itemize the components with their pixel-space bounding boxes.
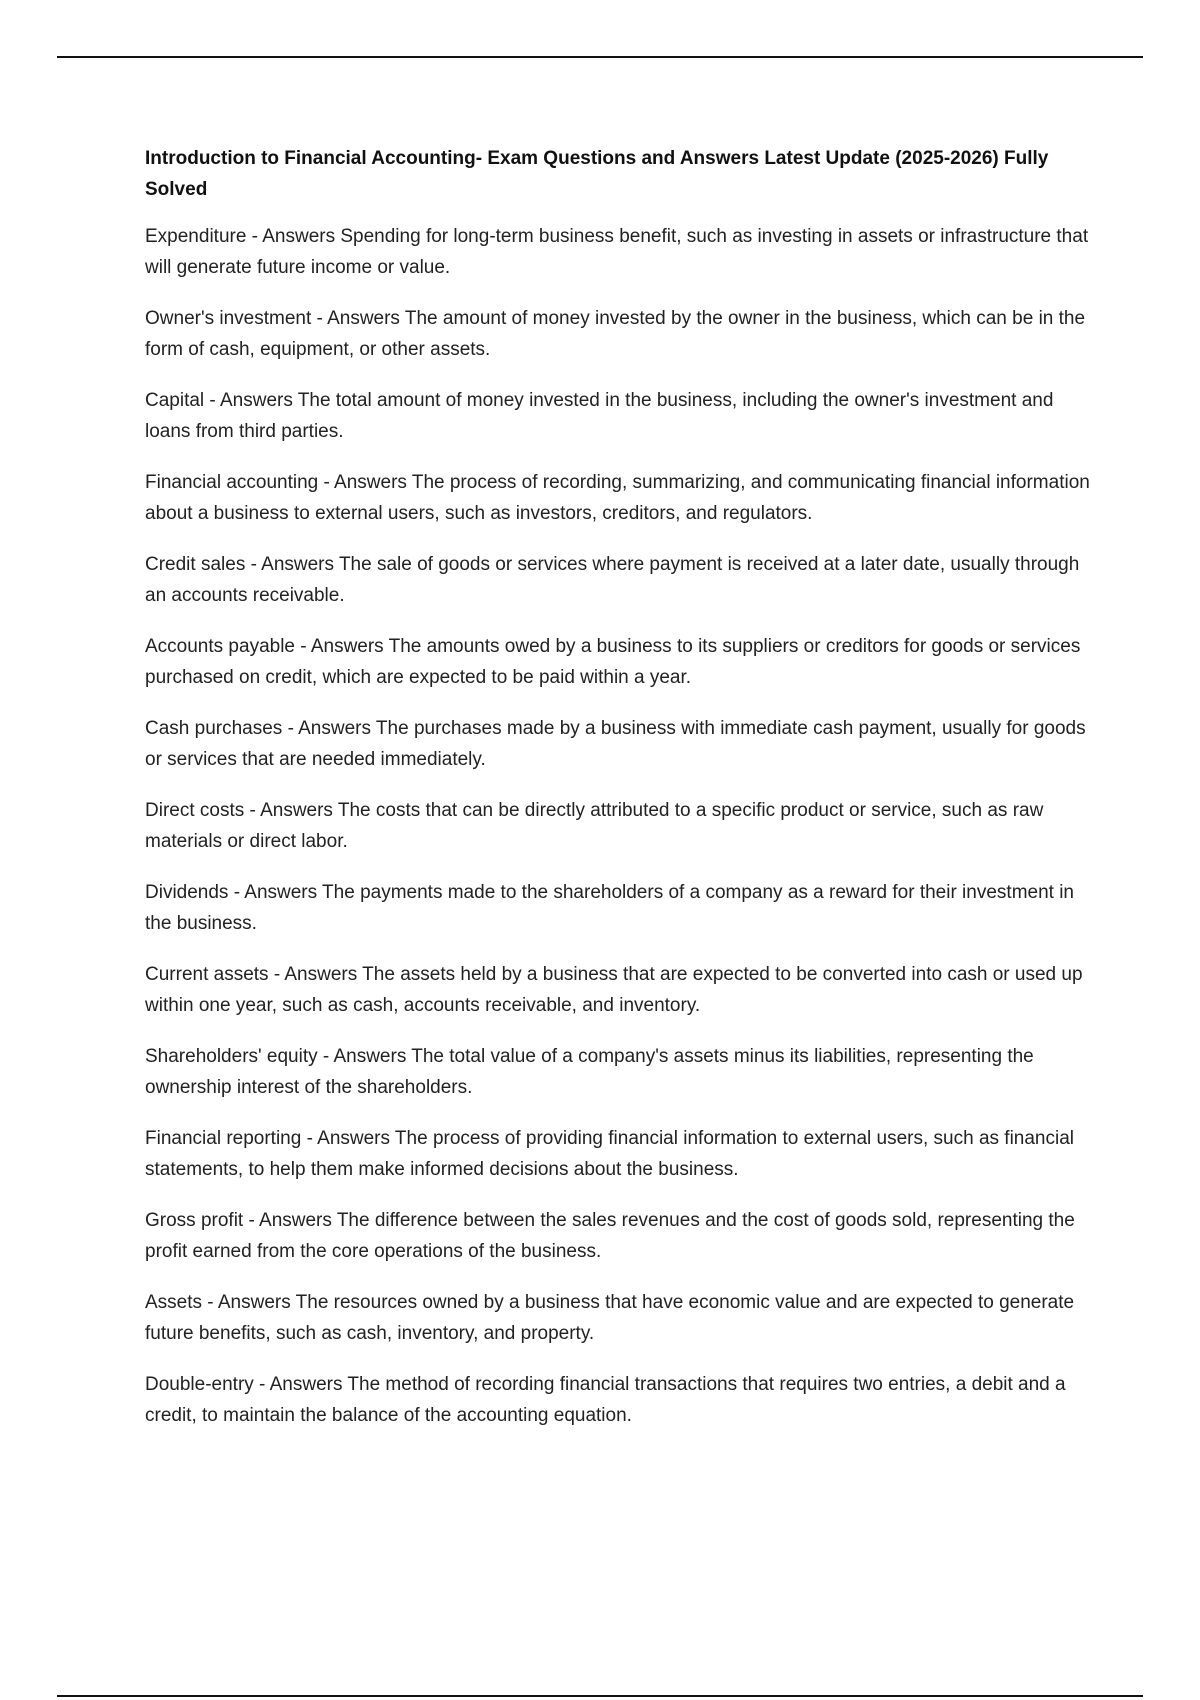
qa-entry-dividends: Dividends - Answers The payments made to the shareholders of a company as a reward for their investment in the business.: [145, 882, 1074, 934]
qa-entry-cash-purchases: Cash purchases - Answers The purchases made by a business with immediate cash payment, usually for goods or services that are needed immediately.: [145, 718, 1086, 770]
qa-entry-accounts-payable: Accounts payable - Answers The amounts owed by a business to its suppliers or creditors for goods or services purchased on credit, which are expected to be paid within a year.: [145, 636, 1081, 688]
qa-entry-financial-accounting: Financial accounting - Answers The process of recording, summarizing, and communicating financial information about a business to external users, such as investors, creditors, and regulators.: [145, 472, 1090, 524]
qa-entry-financial-reporting: Financial reporting - Answers The process of providing financial information to external users, such as financial statements, to help them make informed decisions about the business.: [145, 1128, 1075, 1180]
qa-entry-capital: Capital - Answers The total amount of money invested in the business, including the owner's investment and loans from third parties.: [145, 390, 1054, 442]
header-rule: [57, 56, 1143, 58]
qa-entry-direct-costs: Direct costs - Answers The costs that can be directly attributed to a specific product or service, such as raw materials or direct labor.: [145, 800, 1044, 852]
qa-entry-shareholders-equity: Shareholders' equity - Answers The total value of a company's assets minus its liabilities, representing the ownership interest of the shareholders.: [145, 1046, 1034, 1098]
qa-entry-owners-investment: Owner's investment - Answers The amount of money invested by the owner in the business, which can be in the form of cash, equipment, or other assets.: [145, 308, 1086, 360]
qa-entry-assets: Assets - Answers The resources owned by a business that have economic value and are expected to generate future benefits, such as cash, inventory, and property.: [145, 1292, 1075, 1344]
qa-entry-credit-sales: Credit sales - Answers The sale of goods or services where payment is received at a later date, usually through an accounts receivable.: [145, 554, 1080, 606]
qa-entry-expenditure: Expenditure - Answers Spending for long-term business benefit, such as investing in assets or infrastructure that will generate future income or value.: [145, 226, 1089, 278]
footer-rule: [57, 1695, 1143, 1697]
document-title: Introduction to Financial Accounting- Exam Questions and Answers Latest Update (2025-2026) Fully Solved: [145, 148, 1049, 200]
qa-entry-double-entry: Double-entry - Answers The method of recording financial transactions that requires two entries, a debit and a credit, to maintain the balance of the accounting equation.: [145, 1374, 1066, 1426]
document-body: [145, 143, 1095, 1451]
qa-entry-gross-profit: Gross profit - Answers The difference between the sales revenues and the cost of goods sold, representing the profit earned from the core operations of the business.: [145, 1210, 1075, 1262]
qa-entry-current-assets: Current assets - Answers The assets held by a business that are expected to be converted into cash or used up within one year, such as cash, accounts receivable, and inventory.: [145, 964, 1083, 1016]
